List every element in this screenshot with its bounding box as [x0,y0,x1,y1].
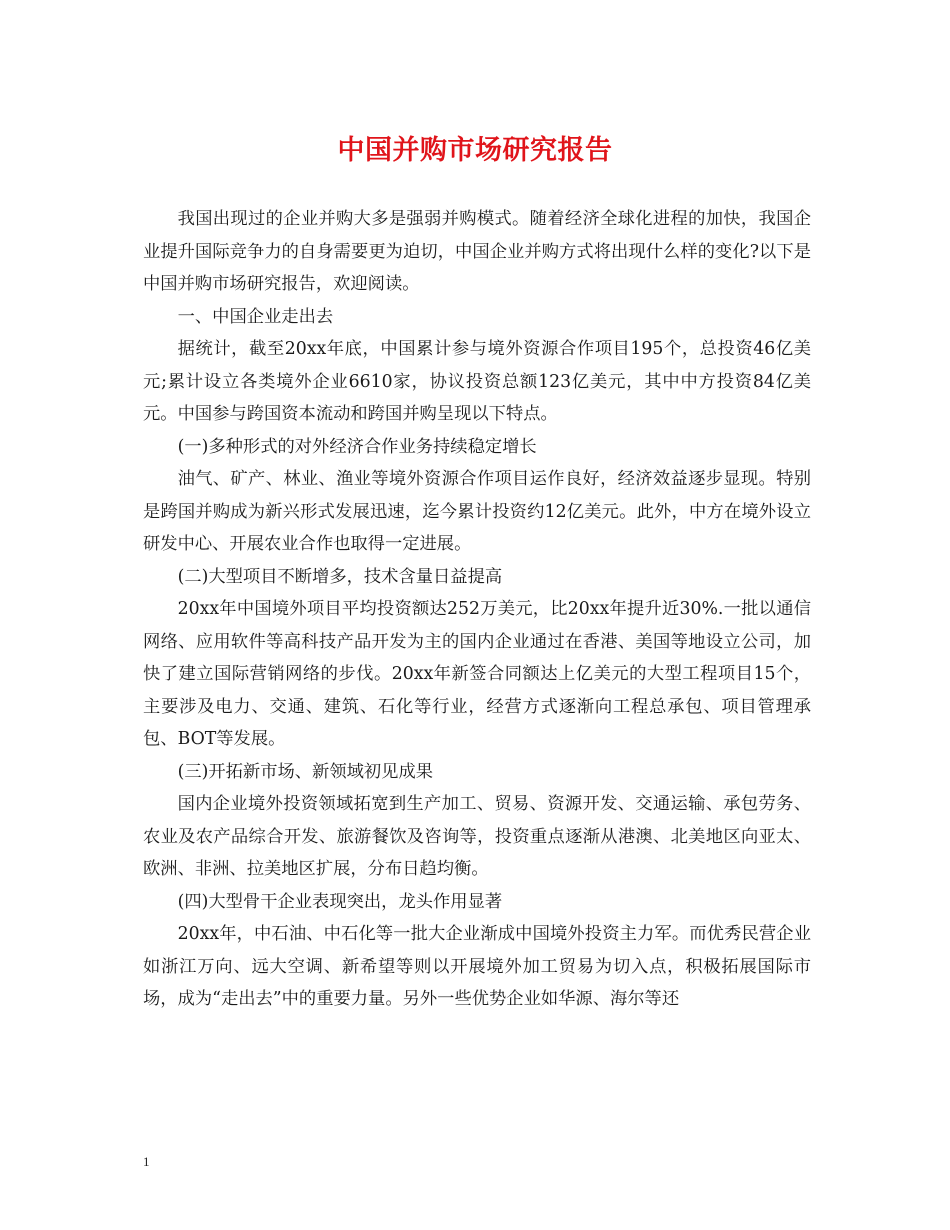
document-body [143,203,811,1016]
body-paragraph: 20xx年，中石油、中石化等一批大企业渐成中国境外投资主力军。而优秀民营企业如浙江万向、远大空调、新希望等则以开展境外加工贸易为切入点，积极拓展国际市场，成为“走出去”中的重要力量。另外一些优势企业如华源、海尔等还 [143,924,811,1009]
body-paragraph: 20xx年中国境外项目平均投资额达252万美元，比20xx年提升近30%.一批以通信网络、应用软件等高科技产品开发为主的国内企业通过在香港、美国等地设立公司，加快了建立国际营销网络的步伐。20xx年新签合同额达上亿美元的大型工程项目15个，主要涉及电力、交通、建筑、石化等行业，经营方式逐渐向工程总承包、项目管理承包、BOT等发展。 [143,599,811,749]
subsection-heading: (四)大型骨干企业表现突出，龙头作用显著 [177,891,503,912]
page-number: 1 [143,1154,150,1169]
intro-paragraph: 我国出现过的企业并购大多是强弱并购模式。随着经济全球化进程的加快，我国企业提升国际竞争力的自身需要更为迫切，中国企业并购方式将出现什么样的变化?以下是中国并购市场研究报告，欢迎阅读。 [143,209,811,294]
document-title: 中国并购市场研究报告 [337,135,613,166]
body-paragraph: 国内企业境外投资领域拓宽到生产加工、贸易、资源开发、交通运输、承包劳务、农业及农产品综合开发、旅游餐饮及咨询等，投资重点逐渐从港澳、北美地区向亚太、欧洲、非洲、拉美地区扩展，分布日趋均衡。 [143,794,811,879]
body-paragraph: 据统计，截至20xx年底，中国累计参与境外资源合作项目195个，总投资46亿美元;累计设立各类境外企业6610家，协议投资总额123亿美元，其中中方投资84亿美元。中国参与跨国资本流动和跨国并购呈现以下特点。 [143,339,811,424]
body-paragraph: 油气、矿产、林业、渔业等境外资源合作项目运作良好，经济效益逐步显现。特别是跨国并购成为新兴形式发展迅速，迄今累计投资约12亿美元。此外，中方在境外设立研发中心、开展农业合作也取得一定进展。 [143,469,811,554]
subsection-heading: (二)大型项目不断增多，技术含量日益提高 [177,566,503,587]
section-heading: 一、中国企业走出去 [177,306,334,327]
subsection-heading: (一)多种形式的对外经济合作业务持续稳定增长 [177,436,537,457]
subsection-heading: (三)开拓新市场、新领域初见成果 [177,761,434,782]
